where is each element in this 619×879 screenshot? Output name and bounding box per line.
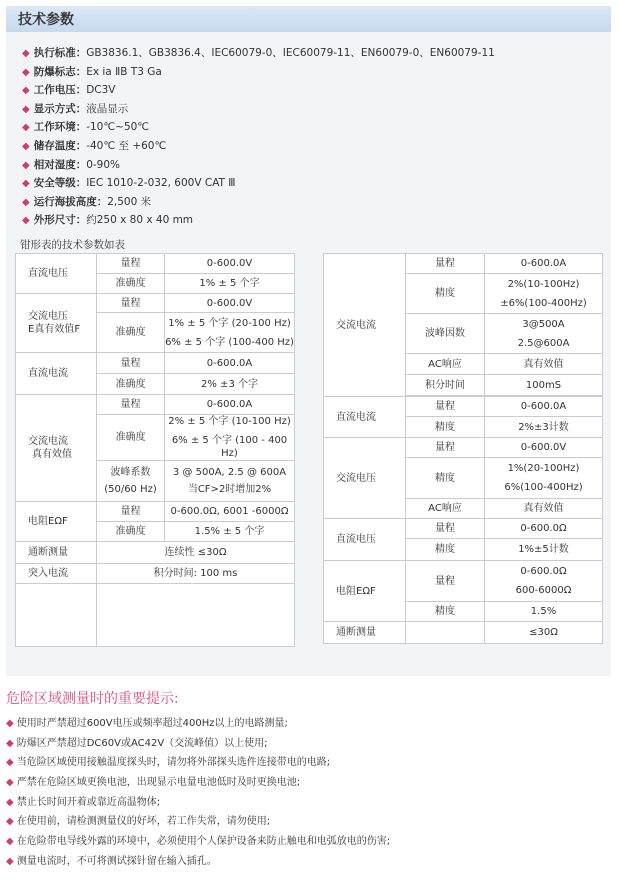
cell-line: 6% ± 5 个字 (100-400 Hz)	[165, 336, 294, 348]
section-header	[6, 6, 611, 32]
cell-line: 0-600.0Ω	[520, 566, 567, 577]
warning-text: 当危险区域使用接触温度探头时，请勿将外部探头选件连接带电的电路;	[16, 757, 331, 769]
col-label: 精度	[406, 274, 485, 314]
col-label: 准确度	[97, 415, 165, 461]
cell-value: ≤30Ω	[485, 622, 603, 644]
cell-value: 连续性 ≤30Ω	[97, 542, 295, 564]
cell-value: 0-600.0A	[165, 395, 295, 415]
diamond-bullet-icon: ◆	[6, 836, 14, 848]
left-spec-table	[15, 253, 295, 647]
spec-label: 相对湿度：	[33, 158, 87, 171]
row-label-line: 交流电压	[28, 311, 68, 322]
diamond-bullet-icon: ◆	[22, 140, 30, 152]
section-title: 技术参数	[18, 12, 74, 28]
diamond-bullet-icon: ◆	[6, 816, 14, 828]
warning-item	[6, 775, 390, 795]
cell-value: 2%±3计数	[485, 417, 603, 438]
cell-line: 1%(20-100Hz)	[507, 463, 580, 474]
row-label: 电阻ΕΩF	[16, 502, 97, 542]
cell-line: 1% ± 5 个字 (20-100 Hz)	[168, 317, 291, 329]
cell-value	[165, 313, 295, 353]
warning-item	[6, 736, 390, 756]
cell-value	[485, 561, 603, 602]
warning-text: 严禁在危险区域更换电池，出现显示电量电池低时及时更换电池;	[16, 777, 301, 789]
spec-item	[22, 63, 495, 82]
row-label	[16, 294, 97, 353]
cell-line: 波峰系数	[110, 467, 151, 478]
row-label: 直流电流	[324, 397, 406, 438]
cell-line: 3@500A	[522, 318, 565, 330]
cell-value: 0-600.0A	[485, 397, 603, 417]
diamond-bullet-icon: ◆	[22, 122, 30, 134]
diamond-bullet-icon: ◆	[22, 215, 30, 227]
spec-label: 显示方式：	[33, 102, 87, 115]
right-spec-table	[323, 253, 603, 644]
warning-title: 危险区域测量时的重要提示:	[6, 691, 179, 707]
diamond-bullet-icon: ◆	[22, 66, 30, 78]
col-label: 精度	[406, 539, 485, 561]
row-label: 通断测量	[16, 542, 97, 564]
row-label-line: Ε真有效值F	[28, 324, 81, 335]
spec-value: 约250 x 80 x 40 mm	[86, 214, 194, 227]
col-label: 精度	[406, 417, 485, 438]
cell-value	[485, 314, 603, 354]
empty-cell	[16, 584, 97, 647]
spec-list	[22, 44, 495, 230]
cell-value	[165, 461, 295, 502]
warning-item	[6, 814, 390, 834]
cell-value: 0-600.0A	[485, 254, 603, 274]
diamond-bullet-icon: ◆	[22, 196, 30, 208]
diamond-bullet-icon: ◆	[22, 48, 30, 59]
cell-line: 6% ± 5 个字 (100 - 400 Hz)	[171, 435, 288, 459]
spec-item	[22, 193, 495, 212]
cell-line: 600-6000Ω	[515, 585, 572, 596]
cell-value	[165, 415, 295, 461]
col-label: 量程	[97, 254, 165, 274]
tech-params-panel	[6, 6, 611, 676]
cell-value	[485, 458, 603, 499]
col-label: 准确度	[97, 374, 165, 395]
col-label: 量程	[406, 438, 485, 458]
cell-value: 真有效值	[485, 499, 603, 519]
col-label: 精度	[406, 602, 485, 622]
col-label: 准确度	[97, 274, 165, 294]
spec-value: Ex ia ⅡB T3 Ga	[86, 65, 162, 78]
spec-label: 执行标准：	[33, 47, 87, 59]
diamond-bullet-icon: ◆	[6, 796, 14, 808]
warning-text: 防爆区严禁超过DC60V或AC42V（交流峰值）以上使用;	[16, 737, 268, 749]
cell-line: 6%(100-400Hz)	[504, 482, 583, 493]
row-label: 交流电压	[324, 438, 406, 519]
spec-label: 储存温度：	[33, 139, 87, 152]
spec-label: 工作电压：	[33, 84, 87, 97]
spec-value: IEC 1010-2-032, 600V CAT Ⅲ	[86, 177, 236, 190]
cell-line: (50/60 Hz)	[104, 484, 157, 495]
spec-item	[22, 100, 495, 119]
col-label	[97, 461, 165, 502]
table-caption: 钳形表的技术参数如表	[20, 239, 125, 251]
col-label: 量程	[406, 397, 485, 417]
spec-value: -10℃~50℃	[86, 121, 150, 134]
spec-item	[22, 118, 495, 137]
warning-text: 使用时严禁超过600V电压或频率超过400Hz以上的电路测量;	[16, 718, 288, 729]
spec-item	[22, 156, 495, 175]
spec-item	[22, 44, 495, 63]
row-label: 直流电压	[16, 254, 97, 294]
diamond-bullet-icon: ◆	[6, 855, 14, 867]
warning-text: 在危险带电导线外露的环境中，必须使用个人保护设备来防止触电和电弧放电的伤害;	[16, 836, 391, 848]
spec-label: 运行海拔高度：	[33, 195, 108, 208]
spec-item	[22, 211, 495, 230]
col-label: 准确度	[97, 522, 165, 542]
cell-line: 2.5@600A	[517, 337, 570, 349]
row-label: 直流电流	[16, 353, 97, 395]
row-label: 突入电流	[16, 564, 97, 584]
col-label: AC响应	[406, 354, 485, 375]
spec-label: 工作环境：	[33, 121, 87, 134]
col-label: 量程	[97, 395, 165, 415]
spec-value: 0-90%	[86, 158, 121, 171]
cell-value: 100mS	[485, 375, 603, 396]
spec-item	[22, 81, 495, 100]
cell-value: 0-600.0V	[165, 254, 295, 274]
diamond-bullet-icon: ◆	[22, 178, 30, 190]
spec-value: -40℃ 至 +60℃	[86, 139, 167, 152]
diamond-bullet-icon: ◆	[6, 757, 14, 769]
cell-value: 0-600.0V	[165, 294, 295, 313]
cell-value: 积分时间: 100 ms	[97, 564, 295, 584]
row-label: 直流电压	[324, 519, 406, 561]
warning-text: 禁止长时间开着或靠近高温物体;	[16, 796, 161, 808]
warning-item	[6, 795, 390, 815]
cell-value: 1.5% ± 5 个字	[165, 522, 295, 542]
col-label: 量程	[406, 561, 485, 602]
cell-value: 2% ±3 个字	[165, 374, 295, 395]
col-label: 量程	[97, 502, 165, 522]
warning-item	[6, 854, 390, 874]
warning-text: 测量电流时，不可将测试探针留在输入插孔。	[16, 855, 217, 867]
diamond-bullet-icon: ◆	[22, 159, 30, 171]
spec-value: GB3836.1、GB3836.4、IEC60079-0、IEC60079-11、EN60079-0、EN60079-11	[86, 47, 495, 59]
diamond-bullet-icon: ◆	[22, 103, 30, 115]
cell-line: ±6%(100-400Hz)	[500, 297, 587, 309]
cell-line: 2%(10-100Hz)	[507, 278, 580, 290]
cell-value: 0-600.0A	[165, 353, 295, 374]
cell-value: 0-600.0V	[485, 438, 603, 458]
cell-value: 真有效值	[485, 354, 603, 375]
col-label: 量程	[406, 519, 485, 539]
col-label: 准确度	[97, 313, 165, 353]
spec-label: 防爆标志：	[33, 65, 87, 78]
cell-value: 1%±5计数	[485, 539, 603, 561]
row-label	[16, 395, 97, 502]
diamond-bullet-icon: ◆	[6, 718, 14, 729]
diamond-bullet-icon: ◆	[6, 777, 14, 789]
cell-line: 2% ± 5 个字 (10-100 Hz)	[168, 416, 291, 427]
row-label: 电阻ΕΩF	[324, 561, 406, 622]
warning-text: 在使用前，请检测测量仪的好坏，若工作失常，请勿使用;	[16, 816, 271, 828]
empty-cell	[406, 622, 485, 644]
empty-cell	[97, 584, 295, 647]
col-label: AC响应	[406, 499, 485, 519]
cell-value	[485, 274, 603, 314]
row-label-line: 交流电流	[28, 436, 68, 447]
cell-line: 3 @ 500A, 2.5 @ 600A	[172, 467, 287, 478]
col-label: 精度	[406, 458, 485, 499]
cell-line: 当CF>2时增加2%	[187, 484, 272, 495]
spec-value: DC3V	[86, 84, 116, 97]
row-label-line: 真有效值	[32, 449, 72, 460]
spec-value: 2,500 米	[107, 195, 152, 208]
warning-item	[6, 716, 390, 736]
spec-item	[22, 137, 495, 156]
warning-item	[6, 834, 390, 854]
row-label: 交流电流	[324, 254, 406, 397]
spec-label: 外形尺寸：	[33, 214, 87, 227]
spec-item	[22, 174, 495, 193]
col-label: 量程	[97, 353, 165, 374]
warning-list	[6, 716, 390, 874]
col-label: 量程	[97, 294, 165, 313]
col-label: 量程	[406, 254, 485, 274]
cell-value: 1.5%	[485, 602, 603, 622]
spec-label: 安全等级：	[33, 177, 87, 190]
diamond-bullet-icon: ◆	[6, 737, 14, 749]
col-label: 波峰因数	[406, 314, 485, 354]
cell-value: 0-600.0Ω	[485, 519, 603, 539]
row-label: 通断测量	[324, 622, 406, 644]
cell-value: 1% ± 5 个字	[165, 274, 295, 294]
diamond-bullet-icon: ◆	[22, 85, 30, 97]
spec-value: 液晶显示	[86, 102, 129, 115]
warning-item	[6, 755, 390, 775]
col-label: 积分时间	[406, 375, 485, 396]
cell-value: 0-600.0Ω, 6001 -6000Ω	[165, 502, 295, 522]
